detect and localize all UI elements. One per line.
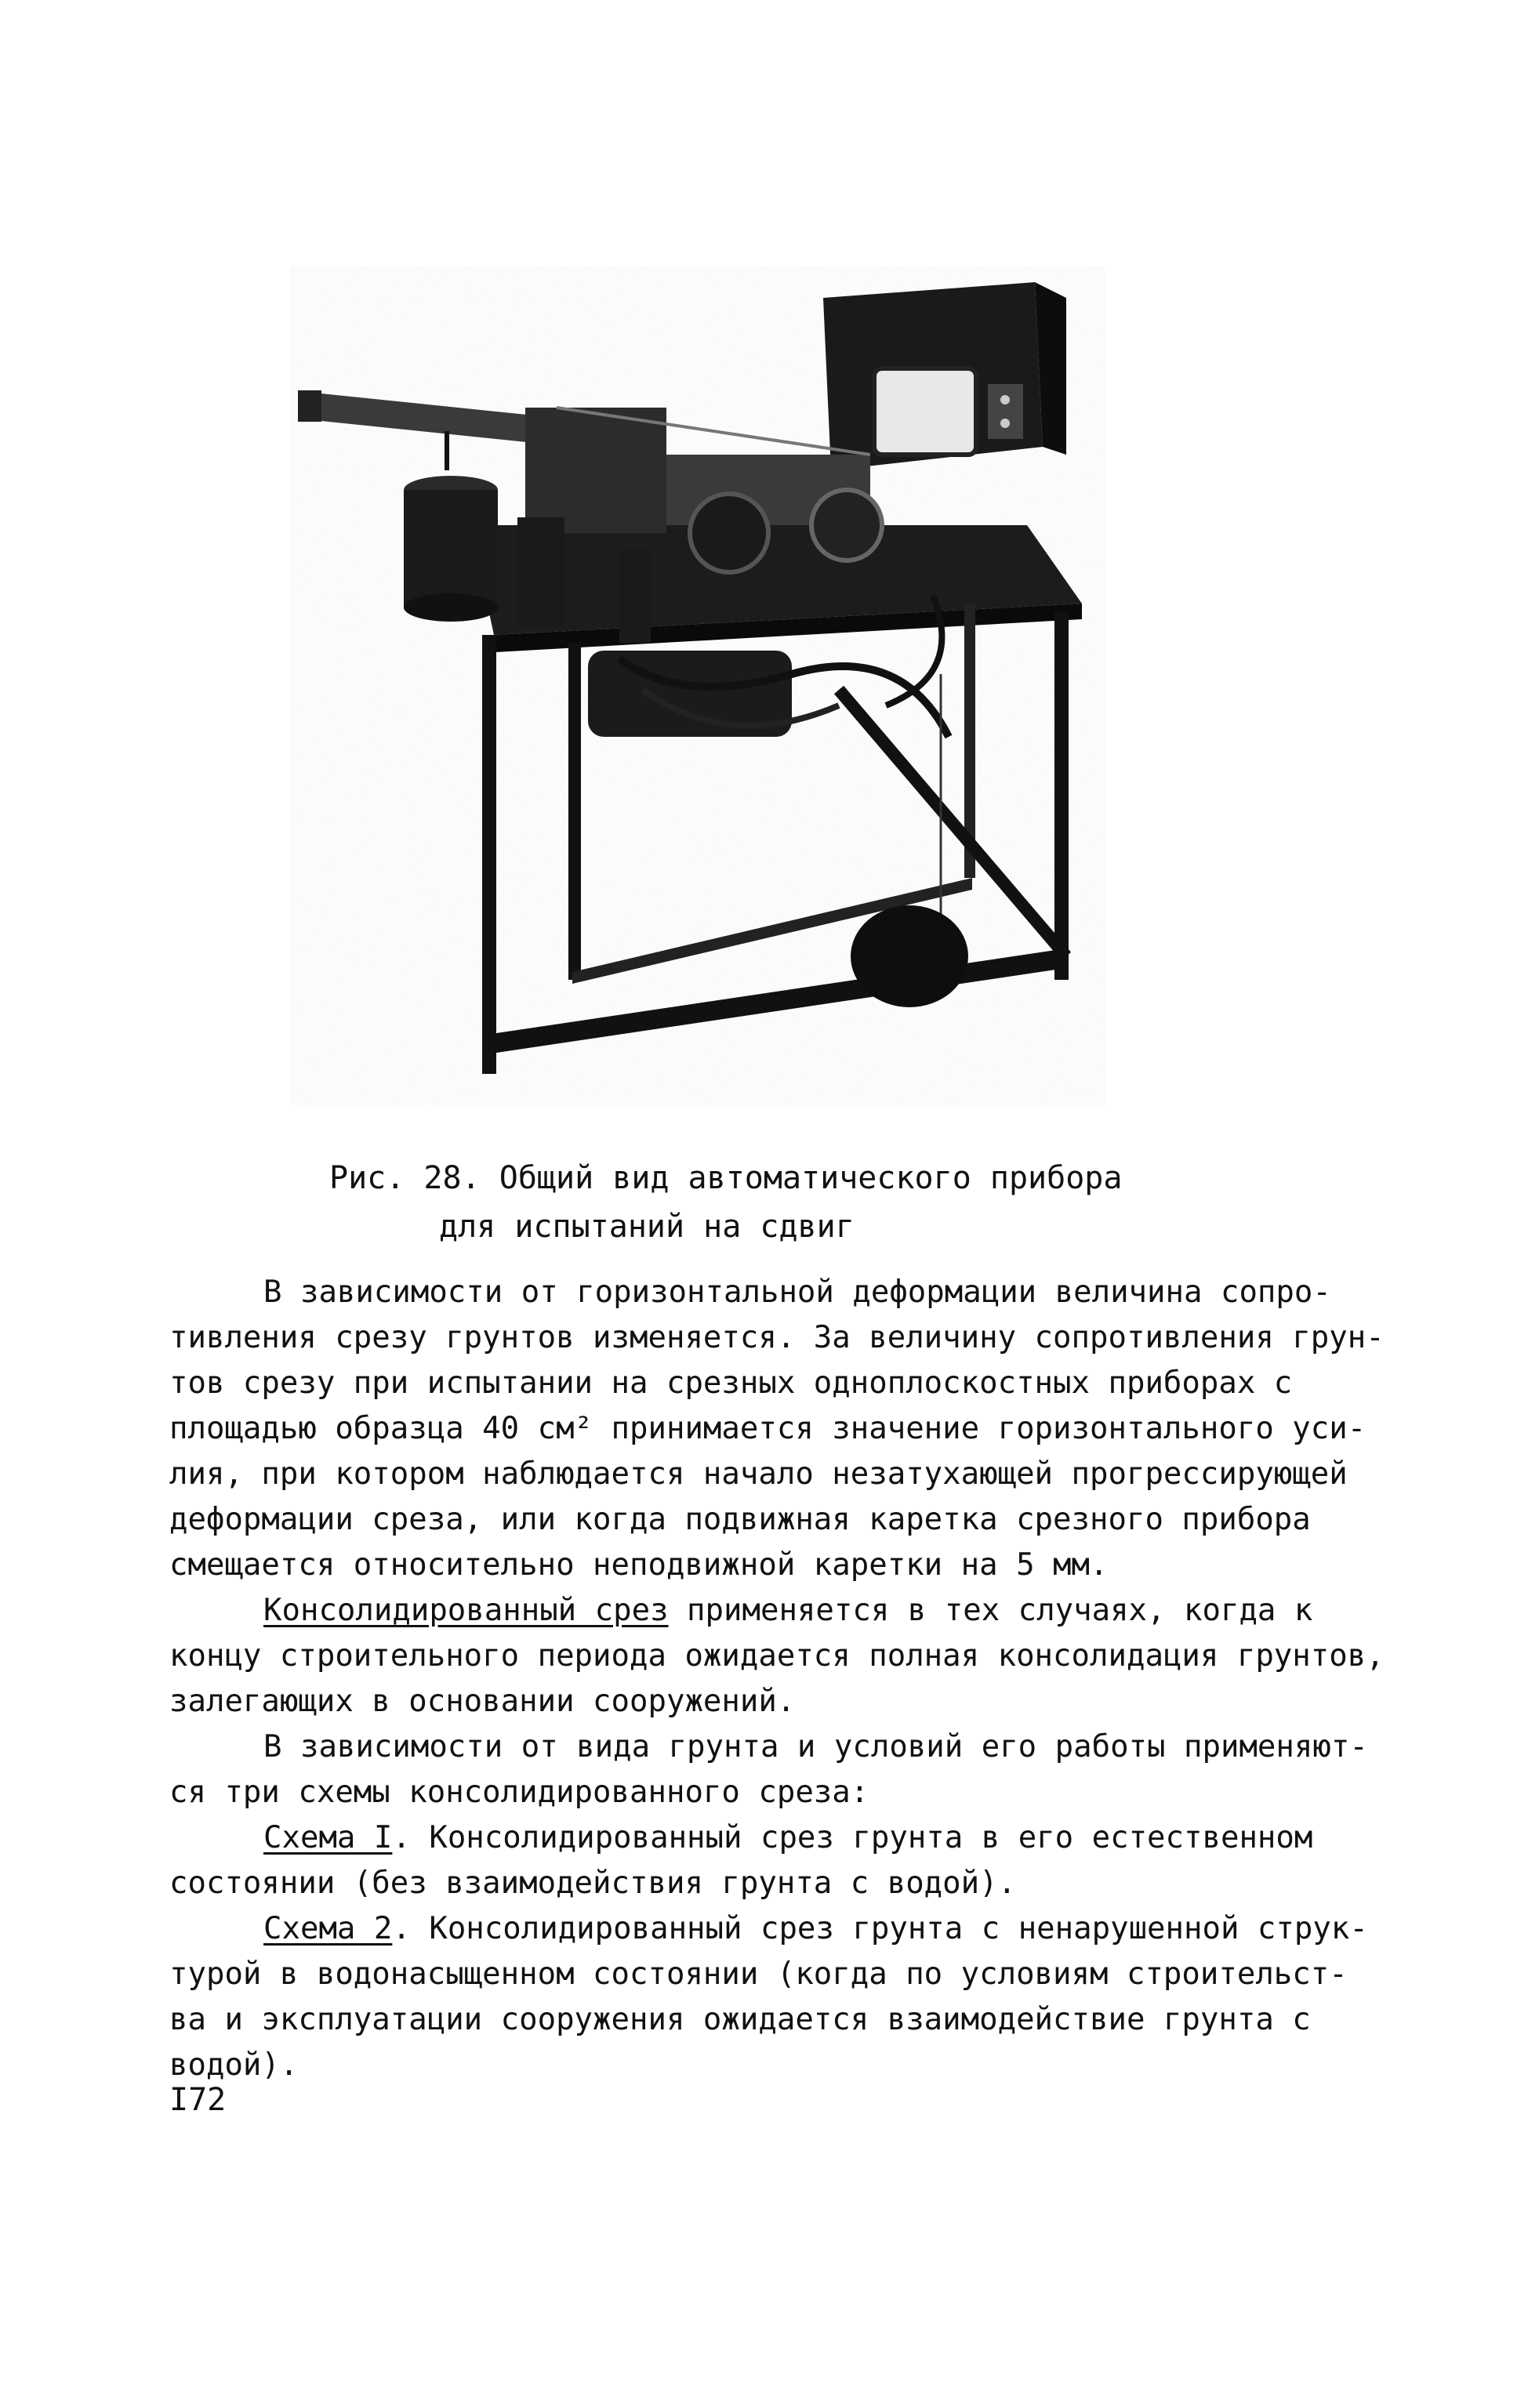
text-line: ва и эксплуатации сооружения ожидается взаимодействие грунта с xyxy=(169,2002,1311,2037)
text-line: турой в водонасыщенном состоянии (когда по условиям строительст- xyxy=(169,1956,1348,1992)
text-line: ся три схемы консолидированного среза: xyxy=(169,1775,869,1810)
text-line xyxy=(169,1815,1377,1861)
paragraph-1 xyxy=(169,1270,1385,1588)
text-line: лия, при котором наблюдается начало незатухающей прогрессирующей xyxy=(169,1456,1348,1492)
text-fragment: . Консолидированный срез грунта в его естественном xyxy=(392,1820,1313,1855)
text-line: смещается относительно неподвижной каретки на 5 мм. xyxy=(169,1547,1109,1583)
text-line: концу строительного периода ожидается полная консолидация грунтов, xyxy=(169,1638,1385,1674)
paragraph-2 xyxy=(169,1588,1385,1724)
term-scheme-1: Схема I xyxy=(263,1820,393,1855)
caption-line-1: Рис. 28. Общий вид автоматического прибора xyxy=(329,1160,1123,1196)
figure-caption xyxy=(329,1154,1192,1251)
load-weight xyxy=(404,476,498,622)
text-fragment: применяется в тех случаях, когда к xyxy=(668,1593,1313,1628)
text-line: В зависимости от вида грунта и условий его работы применяют- xyxy=(263,1729,1368,1764)
text-line: деформации среза, или когда подвижная каретка срезного прибора xyxy=(169,1502,1311,1537)
text-line: состоянии (без взаимодействия грунта с водой). xyxy=(169,1866,1017,1901)
paragraph-3 xyxy=(169,1724,1377,1815)
dark-disc xyxy=(851,905,968,1007)
shear-apparatus-illustration xyxy=(290,267,1105,1105)
oscilloscope-unit xyxy=(823,282,1066,470)
text-line: В зависимости от горизонтальной деформации величина сопро- xyxy=(263,1275,1331,1310)
text-line: водой). xyxy=(169,2047,299,2083)
text-line: тивления срезу грунтов изменяется. За величину сопротивления грун- xyxy=(169,1320,1385,1355)
body-text xyxy=(169,1270,1385,2088)
text-line: площадью образца 40 см² принимается значение горизонтального уси- xyxy=(169,1411,1366,1446)
page-number: I72 xyxy=(169,2082,227,2118)
caption-line-2: для испытаний на сдвиг xyxy=(439,1209,855,1245)
apparatus-photo xyxy=(290,267,1105,1105)
term-consolidated-shear: Консолидированный срез xyxy=(263,1593,669,1628)
text-fragment: . Консолидированный срез грунта с ненарушенной струк- xyxy=(392,1911,1368,1946)
text-line: тов срезу при испытании на срезных одноплоскостных приборах с xyxy=(169,1365,1293,1401)
text-line xyxy=(169,1588,1377,1634)
term-scheme-2: Схема 2 xyxy=(263,1911,393,1946)
text-line: залегающих в основании сооружений. xyxy=(169,1684,796,1719)
text-line xyxy=(169,1906,1377,1952)
paragraph-5 xyxy=(169,1906,1377,2088)
paragraph-4 xyxy=(169,1815,1377,1906)
